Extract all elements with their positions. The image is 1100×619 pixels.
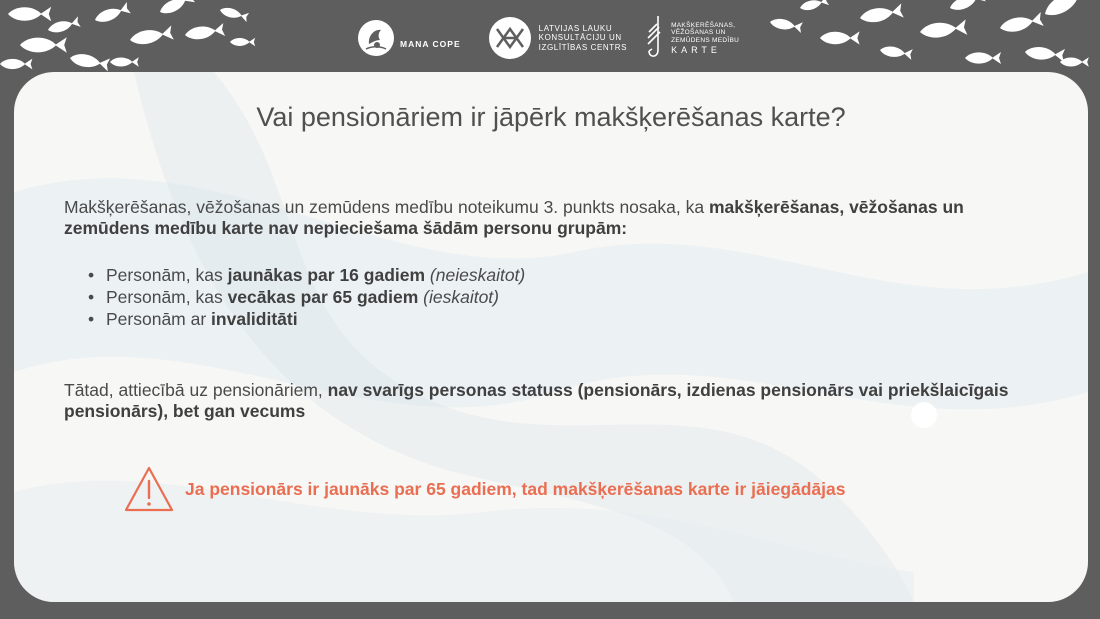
list-item: • Personām, kas vecākas par 65 gadiem (ieskaitot) — [88, 286, 525, 308]
list-item: • Personām ar invaliditāti — [88, 308, 525, 330]
fish-decoration-left — [0, 0, 300, 78]
list-item: • Personām, kas jaunākas par 16 gadiem (neieskaitot) — [88, 264, 525, 286]
summary-text: Tātad, attiecībā uz pensionāriem, — [64, 380, 328, 400]
slide-card — [14, 72, 1088, 602]
warning-callout — [123, 464, 846, 514]
fish-decoration-right — [760, 0, 1100, 78]
llkc-logo — [487, 15, 627, 61]
warning-triangle-icon — [123, 465, 175, 513]
fishing-hook-icon — [645, 14, 667, 62]
mana-cope-emblem-icon — [356, 18, 396, 58]
mana-cope-logo-text: MANA COPE — [400, 39, 461, 49]
mana-cope-logo — [356, 18, 461, 58]
intro-emphasis: makšķerēšanas, vēžošanas un zemūdens medību karte nav nepieciešama šādām personu grupām: — [64, 197, 964, 238]
intro-paragraph — [64, 197, 1054, 239]
fishing-card-logo — [645, 14, 739, 62]
partner-logos — [356, 12, 739, 64]
llkc-emblem-icon — [487, 15, 533, 61]
slide-title: Vai pensionāriem ir jāpērk makšķerēšanas karte? — [256, 102, 846, 132]
fishing-card-logo-text: MAKŠĶERĒŠANAS, VĒŽOŠANAS UN ZEMŪDENS MEDĪBU KARTE — [671, 21, 740, 55]
decorative-dot — [911, 402, 937, 428]
llkc-logo-text: LATVIJAS LAUKU KONSULTĀCIJU UN IZGLĪTĪBAS CENTRS — [538, 23, 628, 52]
header-banner — [0, 0, 1100, 80]
warning-text: Ja pensionārs ir jaunāks par 65 gadiem, tad makšķerēšanas karte ir jāiegādājas — [185, 478, 846, 499]
exempt-groups-list — [88, 264, 525, 330]
slide-content — [14, 72, 1088, 602]
intro-text: Makšķerēšanas, vēžošanas un zemūdens medību noteikumu 3. punkts nosaka, ka — [64, 197, 709, 217]
summary-paragraph — [64, 380, 1054, 422]
summary-emphasis: nav svarīgs personas statuss (pensionārs, izdienas pensionārs vai priekšlaicīgais pensionārs), bet gan vecums — [64, 380, 1009, 421]
